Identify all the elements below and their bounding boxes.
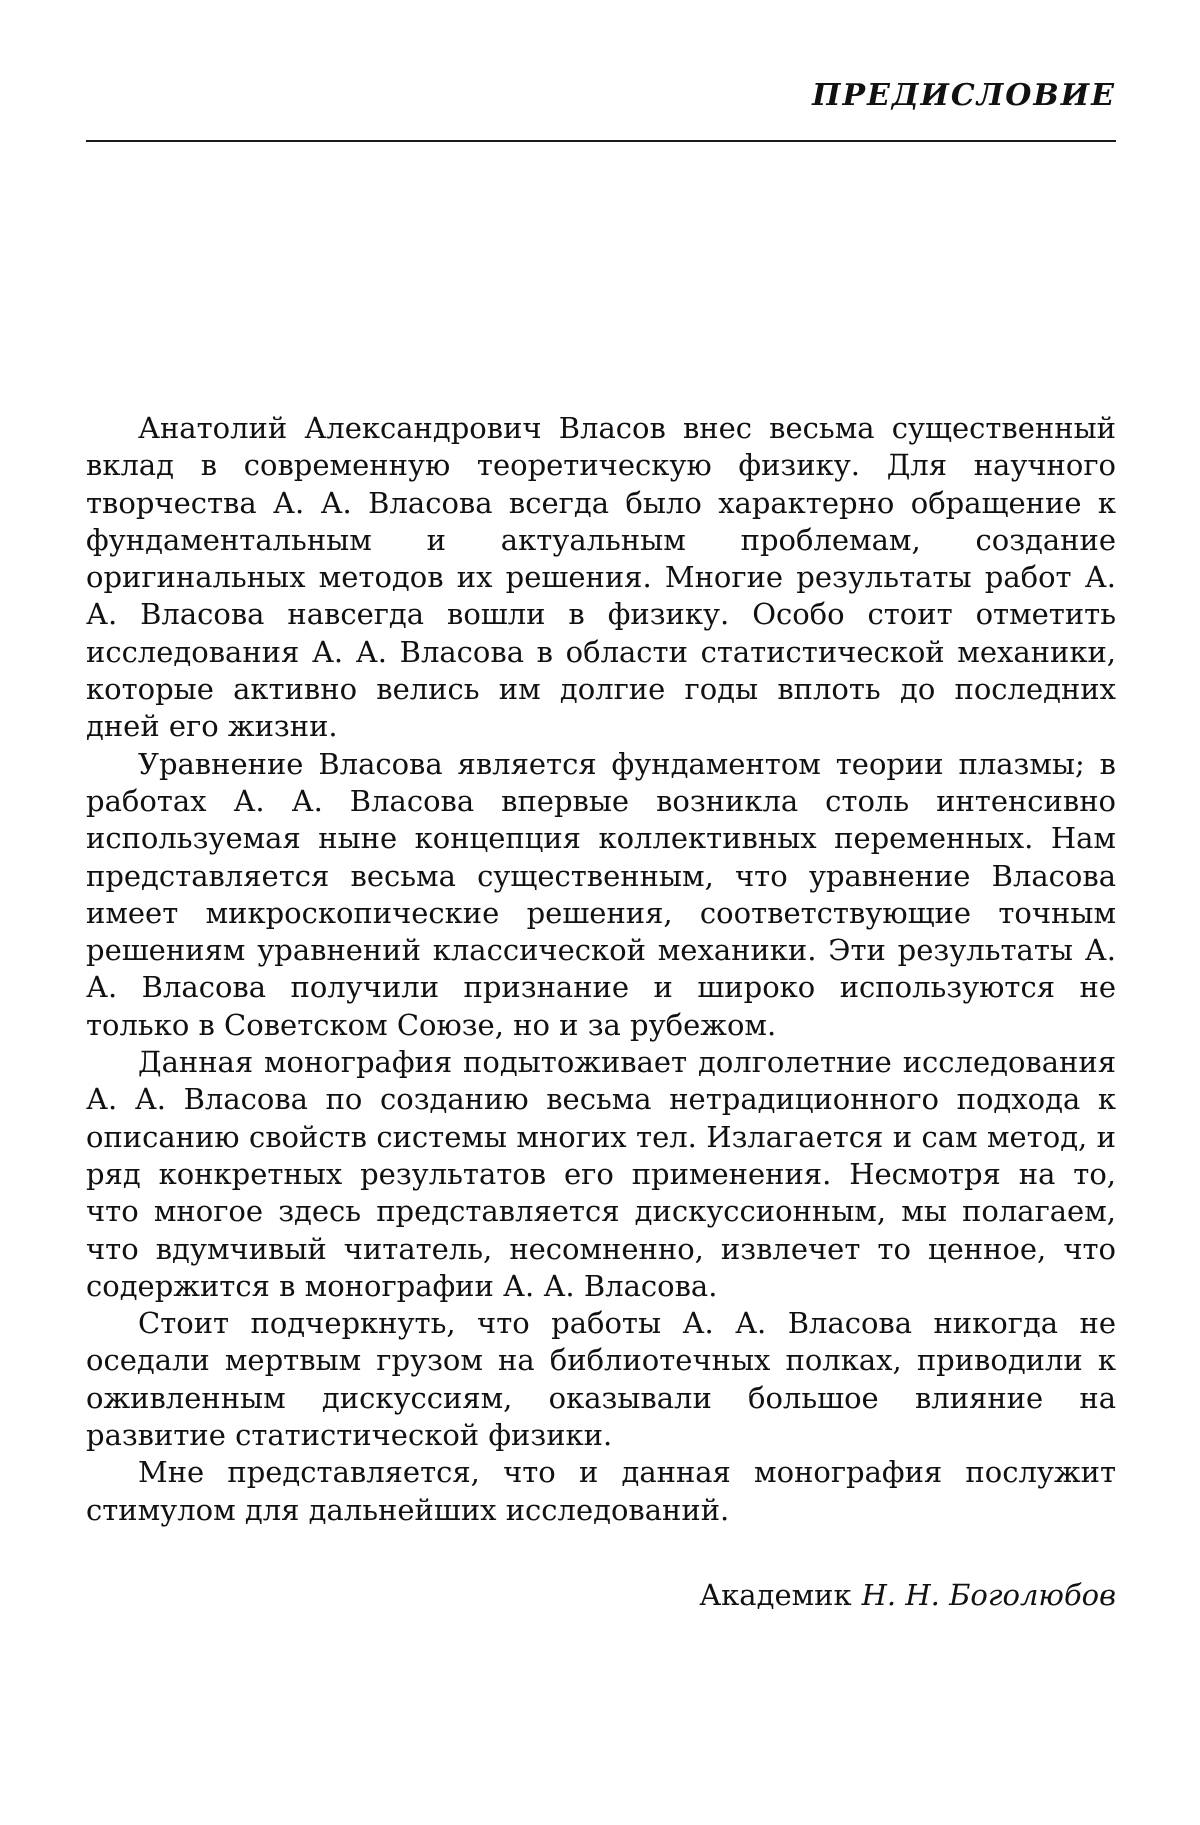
book-page [0, 0, 1200, 1825]
signature-role: Академик [699, 1578, 851, 1612]
preface-body [86, 410, 1116, 1529]
paragraph-1: Анатолий Александрович Власов внес весьма существенный вклад в современную теоретическую физику. Для научного творчества А. А. Власова всегда было характерно обращение к фундаментальным и актуальным проблемам, создание оригинальных методов их решения. Многие результаты работ А. А. Власова навсегда вошли в физику. Особо стоит отметить исследования А. А. Власова в области статистической механики, которые активно велись им долгие годы вплоть до последних дней его жизни. [86, 410, 1116, 746]
paragraph-3: Данная монография подытоживает долголетние исследования А. А. Власова по созданию весьма нетрадиционного подхода к описанию свойств системы многих тел. Излагается и сам метод, и ряд конкретных результатов его применения. Несмотря на то, что многое здесь представляется дискуссионным, мы полагаем, что вдумчивый читатель, несомненно, извлечет то ценное, что содержится в монографии А. А. Власова. [86, 1044, 1116, 1305]
paragraph-2: Уравнение Власова является фундаментом теории плазмы; в работах А. А. Власова впервые возникла столь интенсивно используемая ныне концепция коллективных переменных. Нам представляется весьма существенным, что уравнение Власова имеет микроскопические решения, соответствующие точным решениям уравнений классической механики. Эти результаты А. А. Власова получили признание и широко используются не только в Советском Союзе, но и за рубежом. [86, 746, 1116, 1044]
title-divider [86, 140, 1116, 142]
paragraph-4: Стоит подчеркнуть, что работы А. А. Власова никогда не оседали мертвым грузом на библиотечных полках, приводили к оживленным дискуссиям, оказывали большое влияние на развитие статистической физики. [86, 1305, 1116, 1454]
page-title: ПРЕДИСЛОВИЕ [812, 78, 1116, 113]
signature [699, 1578, 1116, 1612]
paragraph-5: Мне представляется, что и данная монография послужит стимулом для дальнейших исследований. [86, 1454, 1116, 1529]
signature-name: Н. Н. Боголюбов [862, 1578, 1116, 1612]
